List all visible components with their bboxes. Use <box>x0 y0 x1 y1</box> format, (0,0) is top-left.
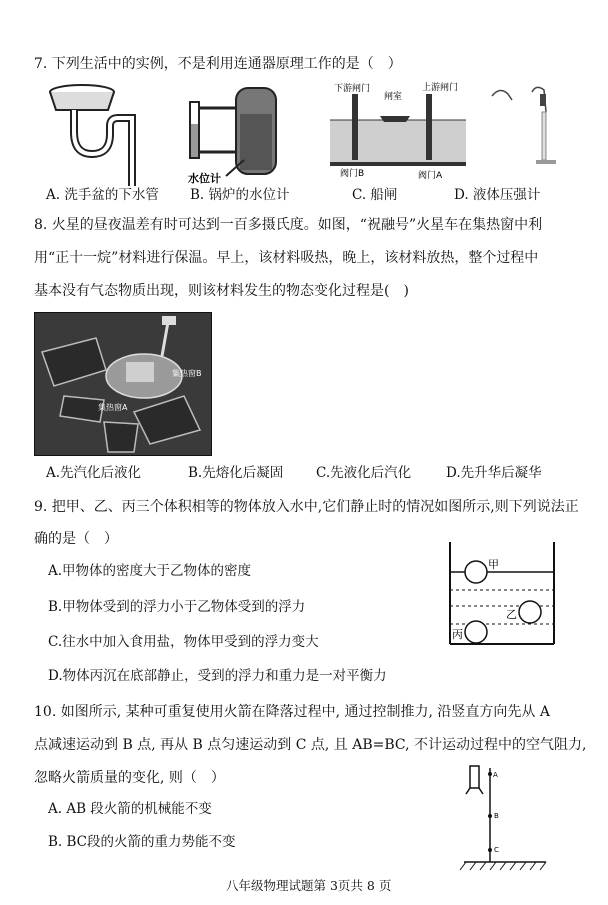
q8-stem-line-3: 基本没有气态物质出现，则该材料发生的物态变化过程是( ) <box>34 283 409 299</box>
q7-option-c: C. 船闸 <box>352 187 398 203</box>
q8-option-d: D.先升华后凝华 <box>446 465 542 481</box>
point-c-label: C <box>494 846 499 854</box>
q10-option-a: A. AB 段火箭的机械能不变 <box>48 801 212 817</box>
washbasin-drain-figure <box>44 82 144 186</box>
q10-option-b: B. BC段的火箭的重力势能不变 <box>48 834 236 850</box>
q7-option-d: D. 液体压强计 <box>454 187 541 203</box>
upper-gate-label: 上游闸门 <box>422 83 459 93</box>
window-b-label: 集热窗B <box>172 369 202 378</box>
q9-stem-line-1: 9. 把甲、乙、丙三个体积相等的物体放入水中,它们静止时的情况如图所示,则下列说法正 <box>34 499 579 515</box>
jia-label: 甲 <box>488 558 499 571</box>
yi-label: 乙 <box>506 608 517 621</box>
valve-a-label: 阀门A <box>418 171 443 180</box>
q9-option-a: A.甲物体的密度大于乙物体的密度 <box>48 563 252 579</box>
point-b-label: B <box>494 812 499 820</box>
q9-option-b: B.甲物体受到的浮力小于乙物体受到的浮力 <box>48 599 306 615</box>
mars-rover-photo <box>34 312 212 456</box>
lower-gate-label: 下游闸门 <box>334 84 371 94</box>
q8-option-b: B.先熔化后凝固 <box>188 465 284 481</box>
q10-stem-line-2: 点减速运动到 B 点, 再从 B 点匀速运动到 C 点, 且 AB=BC, 不计运动过程中的空气阻力, <box>34 737 587 753</box>
chamber-label: 闸室 <box>384 92 403 102</box>
point-a-label: A <box>493 771 498 779</box>
q7-stem: 7. 下列生活中的实例，不是利用连通器原理工作的是（ ） <box>34 56 402 72</box>
q9-option-d: D.物体丙沉在底部静止，受到的浮力和重力是一对平衡力 <box>48 668 387 684</box>
q7-option-a: A. 洗手盆的下水管 <box>46 187 159 203</box>
water-gauge-label: 水位计 <box>188 172 221 184</box>
q7-option-b: B. 锅炉的水位计 <box>190 187 290 203</box>
boiler-gauge-figure <box>180 84 290 184</box>
page-footer: 八年级物理试题第 3页共 8 页 <box>226 878 392 893</box>
q8-option-c: C.先液化后汽化 <box>316 465 412 481</box>
window-a-label: 集热窗A <box>98 403 128 412</box>
buoyancy-container-figure <box>446 540 558 648</box>
valve-b-label: 阀门B <box>340 169 365 179</box>
q8-stem-line-1: 8. 火星的昼夜温差有时可达到一百多摄氏度。如图，“祝融号”火星车在集热窗中利 <box>34 217 543 233</box>
q10-stem-line-3: 忽略火箭质量的变化, 则（ ） <box>34 770 225 786</box>
q9-option-c: C.往水中加入食用盐，物体甲受到的浮力变大 <box>48 634 319 650</box>
rocket-descent-figure <box>456 764 556 872</box>
bing-label: 丙 <box>452 628 463 641</box>
q9-stem-line-2: 确的是（ ） <box>34 531 118 547</box>
q8-option-a: A.先汽化后液化 <box>46 465 142 481</box>
pressure-gauge-figure <box>486 82 562 172</box>
q8-stem-line-2: 用“正十一烷”材料进行保温。早上，该材料吸热，晚上，该材料放热，整个过程中 <box>34 250 539 266</box>
q10-stem-line-1: 10. 如图所示, 某种可重复使用火箭在降落过程中, 通过控制推力, 沿竖直方向先从 A <box>34 704 550 720</box>
ship-lock-figure <box>330 80 470 180</box>
